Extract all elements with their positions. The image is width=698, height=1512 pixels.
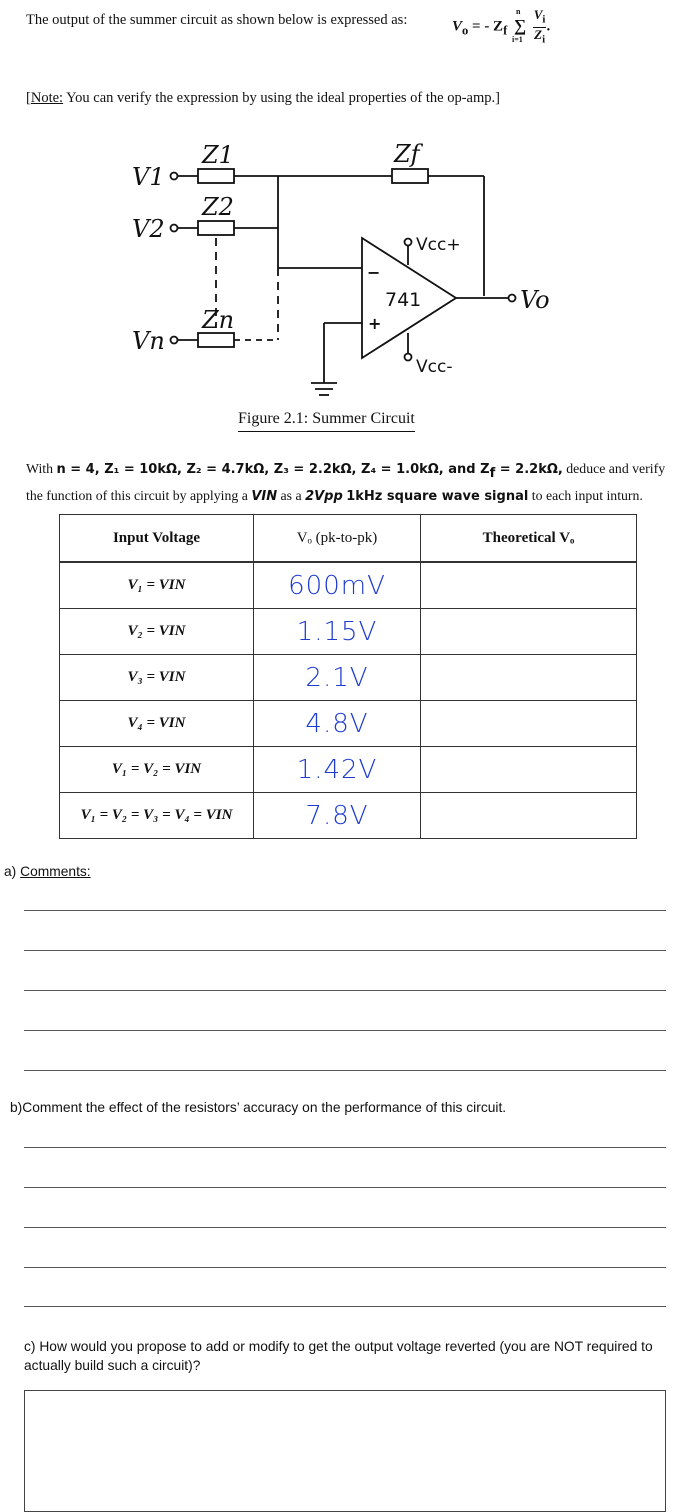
frac-num-sub: i: [542, 13, 546, 26]
formula-fraction: [533, 8, 547, 46]
answer-line-b2[interactable]: [24, 1187, 666, 1188]
sum-lower: i=1: [512, 34, 523, 44]
answer-line-a3[interactable]: [24, 990, 666, 991]
qa-label: Comments:: [20, 864, 91, 879]
figure-caption: Figure 2.1: Summer Circuit: [238, 410, 415, 432]
para-f-sub: f: [489, 465, 496, 481]
table-row: [60, 747, 637, 793]
para-params: n = 4, Z₁ = 10kΩ, Z₂ = 4.7kΩ, Z₃ = 2.2kΩ, Z₄ = 1.0kΩ, and Z: [56, 462, 490, 477]
intro-text: The output of the summer circuit as shown below is expressed as:: [26, 12, 408, 28]
frac-den: Z: [534, 26, 543, 42]
answer-line-b3[interactable]: [24, 1227, 666, 1228]
cell-theoretical[interactable]: [421, 747, 637, 793]
table-row: [60, 701, 637, 747]
cell-vo-handwritten[interactable]: 2.1V: [254, 655, 421, 701]
para-4: to each input inturn.: [528, 487, 643, 503]
answer-line-a4[interactable]: [24, 1030, 666, 1031]
results-table: [59, 514, 637, 839]
resistor-zf: [392, 169, 428, 183]
cell-vo-handwritten[interactable]: 1.15V: [254, 609, 421, 655]
answer-line-b5[interactable]: [24, 1306, 666, 1307]
sigma-symbol: ∑ n i=1: [512, 6, 527, 44]
cell-vo-handwritten[interactable]: 600mV: [254, 562, 421, 609]
note-text: You can verify the expression by using the ideal properties of the op-amp.]: [63, 90, 500, 106]
question-b: b)Comment the effect of the resistors’ accuracy on the performance of this circuit.: [10, 1100, 507, 1115]
label-plus: +: [368, 314, 382, 333]
cell-input: V₄ = VIN: [60, 701, 254, 747]
label-vcc-pos: Vcc+: [416, 235, 461, 255]
formula-vo: V: [452, 18, 463, 35]
resistor-z1: [198, 169, 234, 183]
answer-box-c[interactable]: [24, 1390, 666, 1512]
label-z1: Z1: [202, 141, 234, 169]
note-label: Note:: [30, 90, 64, 106]
para-signal: 1kHz square wave signal: [346, 488, 529, 504]
label-minus: −: [367, 263, 381, 282]
label-zn: Zn: [202, 306, 235, 334]
formula-vo-sub: o: [462, 23, 469, 38]
resistor-z2: [198, 221, 234, 235]
qa-prefix: a): [4, 864, 21, 879]
cell-vo-handwritten[interactable]: 1.42V: [254, 747, 421, 793]
cell-vo-handwritten[interactable]: 7.8V: [254, 793, 421, 839]
resistor-zn: [198, 333, 234, 347]
formula-eq: = - Z: [468, 18, 504, 35]
cell-theoretical[interactable]: [421, 562, 637, 609]
answer-line-b1[interactable]: [24, 1147, 666, 1148]
cell-input: V₃ = VIN: [60, 655, 254, 701]
answer-line-a2[interactable]: [24, 950, 666, 951]
summer-formula: [452, 8, 550, 46]
formula-zf-sub: f: [503, 23, 508, 38]
label-vn: Vn: [132, 327, 165, 355]
para-2vpp: 2Vpp: [305, 488, 343, 504]
label-v2: V2: [132, 215, 165, 243]
cell-input: V₁ = V₂ = V₃ = V₄ = VIN: [60, 793, 254, 839]
header-theoretical-vo: Theoretical Vₒ: [421, 515, 637, 563]
cell-input: V₁ = VIN: [60, 562, 254, 609]
para-1: With: [26, 461, 57, 476]
cell-input: V₂ = VIN: [60, 609, 254, 655]
para-vin: VIN: [251, 488, 278, 504]
cell-theoretical[interactable]: [421, 609, 637, 655]
para-zf: = 2.2kΩ,: [495, 462, 563, 477]
sum-upper: n: [516, 6, 521, 16]
frac-den-sub: i: [542, 33, 546, 46]
cell-vo-handwritten[interactable]: 4.8V: [254, 701, 421, 747]
cell-input: V₁ = V₂ = VIN: [60, 747, 254, 793]
cell-theoretical[interactable]: [421, 701, 637, 747]
table-row: [60, 609, 637, 655]
question-c: c) How would you propose to add or modify to get the output voltage reverted (you are NOT required to actually build such a circuit)?: [24, 1339, 653, 1373]
label-z2: Z2: [202, 193, 234, 221]
answer-line-a1[interactable]: [24, 910, 666, 911]
label-vcc-neg: Vcc-: [416, 357, 453, 377]
note: [26, 90, 500, 107]
table-row: [60, 793, 637, 839]
cell-theoretical[interactable]: [421, 655, 637, 701]
formula-end: .: [546, 18, 551, 35]
header-input-voltage: Input Voltage: [60, 515, 254, 563]
table-row: [60, 655, 637, 701]
label-v1: V1: [132, 163, 165, 191]
note-open: [: [26, 90, 31, 106]
question-a: [4, 864, 91, 879]
header-vo-pk: Vₒ (pk-to-pk): [254, 515, 421, 563]
cell-theoretical[interactable]: [421, 793, 637, 839]
frac-num: V: [533, 7, 543, 22]
label-741: 741: [385, 289, 422, 311]
label-vo: Vo: [520, 286, 550, 314]
table-row: [60, 562, 637, 609]
para-2: deduce and verify the function of this circuit by applying a: [26, 461, 666, 503]
answer-line-a5[interactable]: [24, 1070, 666, 1071]
instruction-paragraph: [26, 458, 674, 507]
table-header-row: [60, 515, 637, 563]
answer-line-b4[interactable]: [24, 1267, 666, 1268]
summer-circuit-diagram: [110, 128, 580, 403]
para-3: as a: [277, 487, 306, 503]
label-zf: Zf: [394, 140, 420, 168]
